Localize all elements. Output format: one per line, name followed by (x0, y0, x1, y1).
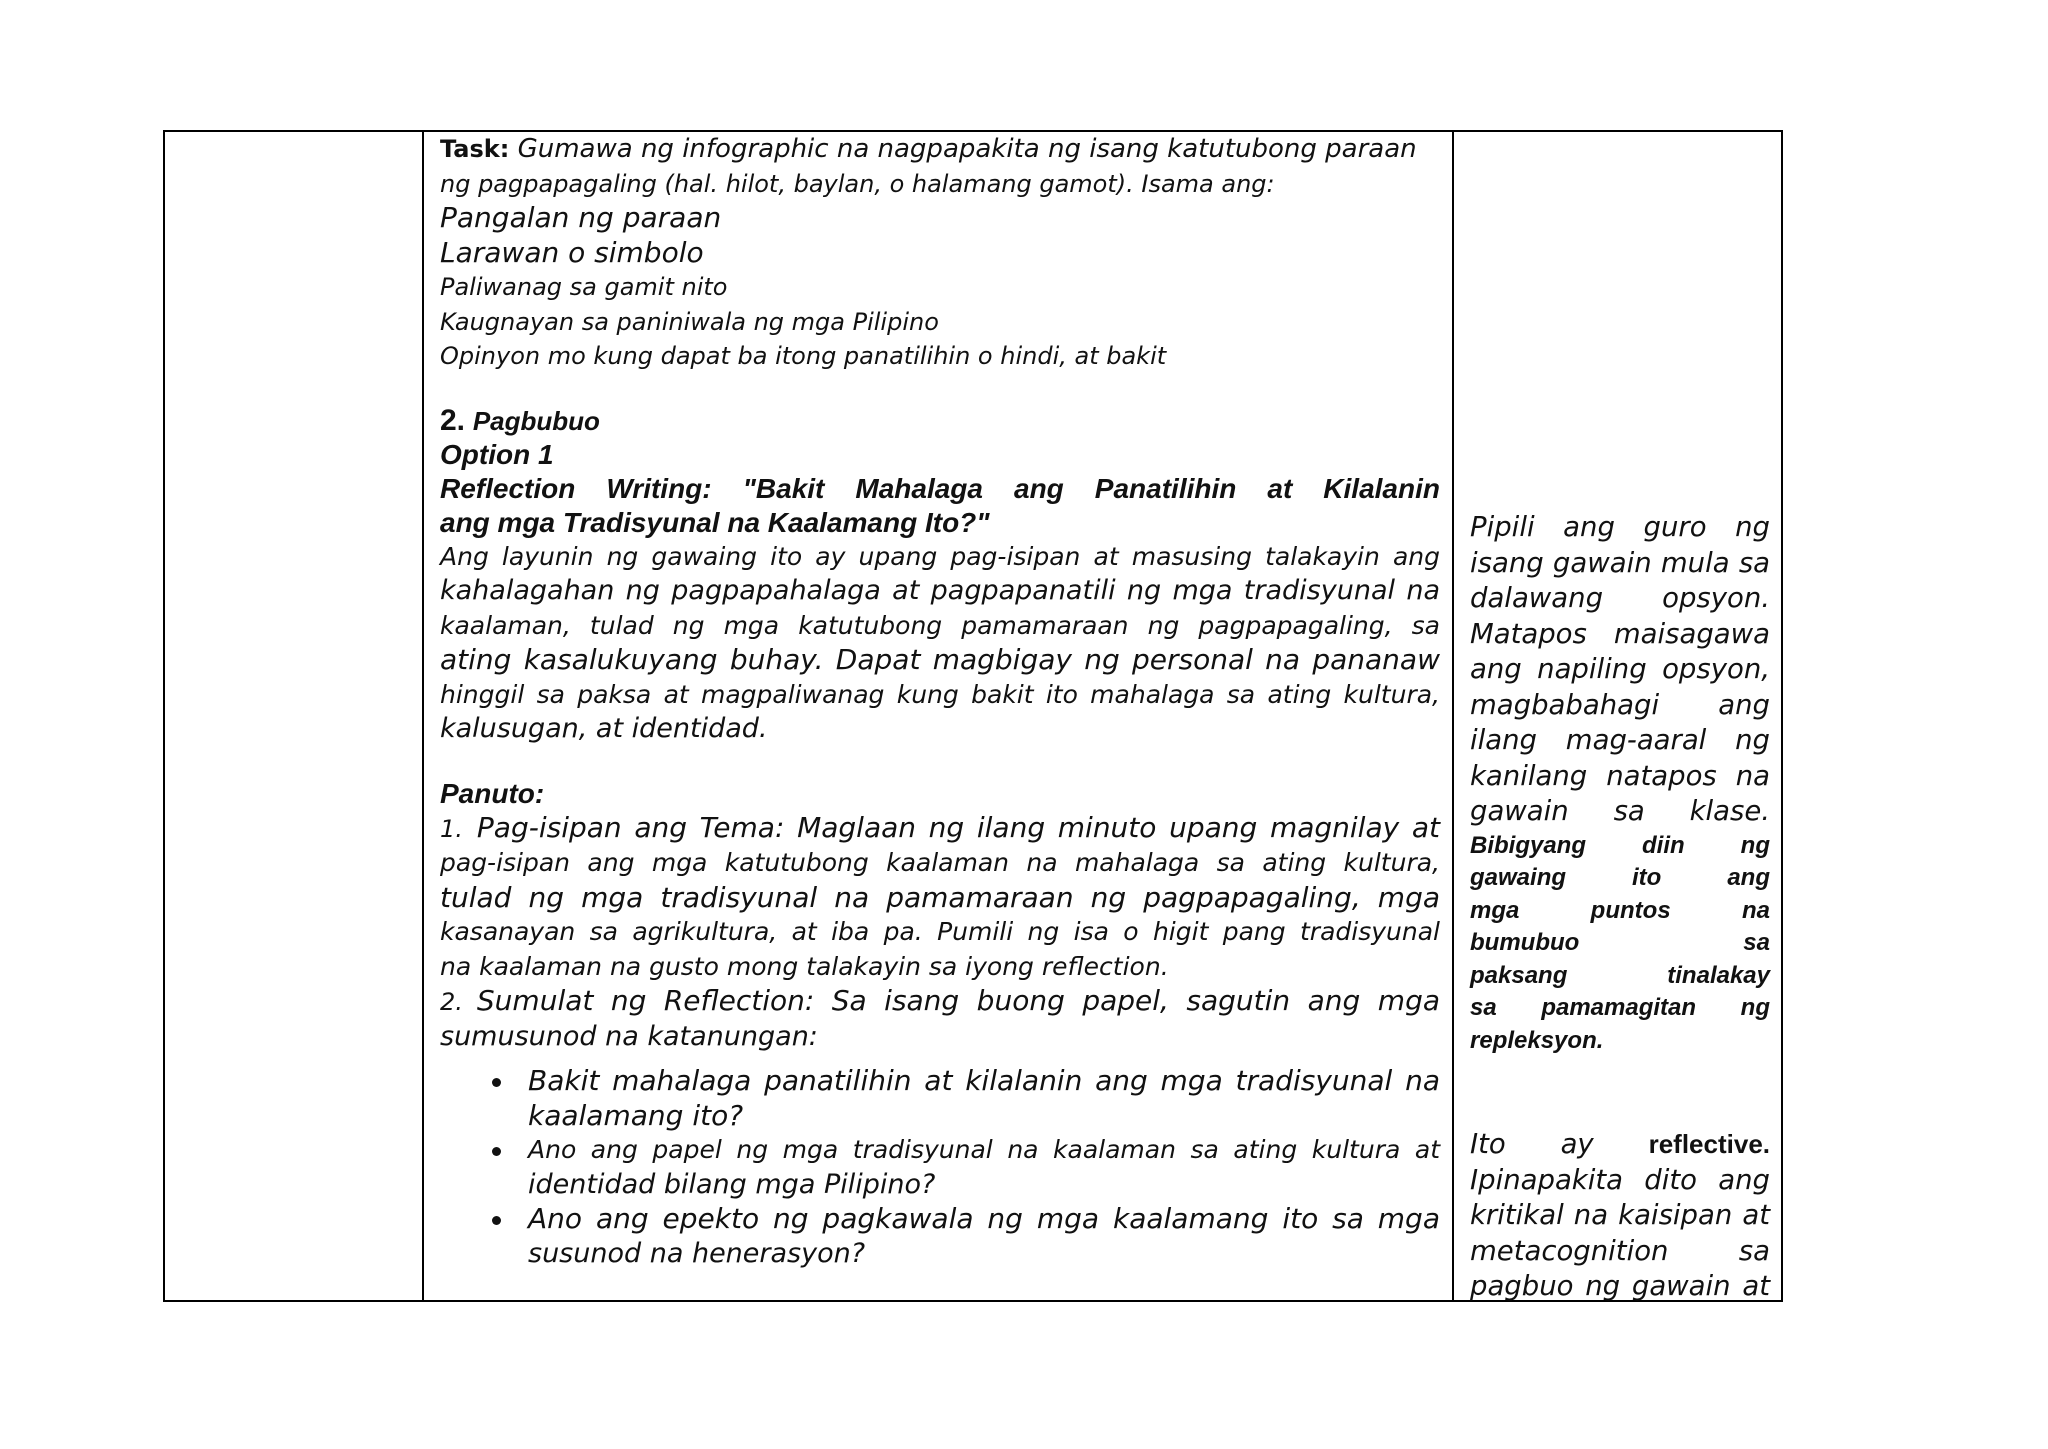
question-list (440, 1064, 1440, 1271)
section-heading: 2. Pagbubuo (440, 403, 600, 437)
list-item: Ano ang papel ng mga tradisyunal na kaalaman sa ating kultura at identidad bilang mga Pilipino? (440, 1133, 1440, 1202)
task-item-2: Larawan o simbolo (440, 235, 704, 269)
notes-emphasis: Bibigyang diin ng gawaing ito ang mga puntos na bumubuo sa paksang tinalakay sa pamamagitan ng repleksyon. (1470, 831, 1770, 1054)
task-line-2: ng pagpapagaling (hal. hilot, baylan, o halamang gamot). Isama ang: (440, 169, 1275, 198)
step-2-line: sumusunod na katanungan: (440, 1020, 818, 1052)
step-1 (440, 811, 1440, 985)
step-2-line: 2. Sumulat ng Reflection: Sa isang buong papel, sagutin ang mga (440, 984, 1440, 1017)
step-1-line: 1. Pag-isipan ang Tema: Maglaan ng ilang minuto upang magnilay at (440, 810, 1440, 844)
intro-line: ating kasalukuyang buhay. Dapat magbigay ng personal na pananaw (440, 643, 1440, 676)
step-2 (440, 984, 1440, 1054)
reflection-title-line-2: ang mga Tradisyunal na Kaalamang Ito?" (440, 506, 990, 538)
column-divider-left (422, 132, 424, 1300)
task-line-1: Task: Gumawa ng infographic na nagpapakita ng isang katutubong paraan (440, 134, 1417, 164)
step-1-line: tulad ng mga tradisyunal na pamamaraan ng pagpapagaling, mga (440, 880, 1440, 914)
step-2-number: 2. (440, 988, 463, 1016)
list-item: Ano ang epekto ng pagkawala ng mga kaalamang ito sa mga susunod na henerasyon? (440, 1202, 1440, 1271)
spacer (440, 374, 1440, 404)
notes-paragraph-1: Pipili ang guro ng isang gawain mula sa dalawang opsyon. Matapos maisagawa ang napiling opsyon, magbabahagi ang ilang mag-aaral ng kanilang natapos na gawain sa klase. (1470, 511, 1770, 827)
task-item-4: Kaugnayan sa paniniwala ng mga Pilipino (440, 307, 939, 336)
intro-line: Ang layunin ng gawaing ito ay upang pag-isipan at masusing talakayin ang (440, 541, 1440, 571)
bullet-icon (492, 1078, 501, 1087)
reflection-title-line-1: Reflection Writing: "Bakit Mahalaga ang Panatilihin at Kilalanin (440, 472, 1440, 504)
panuto-heading: Panuto: (440, 777, 545, 809)
task-item-1: Pangalan ng paraan (440, 201, 722, 234)
reflective-label: reflective. (1648, 1129, 1770, 1159)
lesson-plan-table (163, 130, 1783, 1302)
task-label: Task: (440, 135, 510, 163)
intro-line: kalusugan, at identidad. (440, 713, 768, 744)
column-divider-right (1452, 132, 1454, 1300)
section-number: 2. (440, 403, 466, 437)
step-1-line: kasanayan sa agrikultura, at iba pa. Pumili ng isa o higit pang tradisyunal (440, 917, 1440, 946)
task-item-5: Opinyon mo kung dapat ba itong panatilihin o hindi, at bakit (440, 342, 1167, 370)
notes-paragraph-2: Ito ay reflective. Ipinapakita dito ang kritikal na kaisipan at metacognition sa pagbuo ng gawain at (1470, 1128, 1770, 1302)
intro-line: hinggil sa paksa at magpaliwanag kung bakit ito mahalaga sa ating kultura, (440, 679, 1440, 709)
activity-cell (440, 132, 1440, 1271)
spacer (440, 747, 1440, 777)
step-1-line: pag-isipan ang mga katutubong kaalaman na mahalaga sa ating kultura, (440, 848, 1440, 877)
spacer (1470, 1057, 1770, 1127)
teacher-notes-cell (1470, 510, 1770, 1305)
task-item-3: Paliwanag sa gamit nito (440, 273, 728, 301)
notes-line: Ito ay reflective. (1470, 1128, 1770, 1160)
intro-line: kaalaman, tulad ng mga katutubong pamamaraan ng pagpapagaling, sa (440, 610, 1440, 640)
bullet-icon (492, 1216, 501, 1225)
option-heading: Option 1 (440, 438, 554, 470)
step-1-number: 1. (440, 814, 463, 843)
step-1-line: na kaalaman na gusto mong talakayin sa iyong reflection. (440, 951, 1169, 981)
list-item: Bakit mahalaga panatilihin at kilalanin ang mga tradisyunal na kaalamang ito? (440, 1064, 1440, 1133)
bullet-icon (492, 1147, 501, 1156)
intro-paragraph (440, 540, 1440, 747)
intro-line: kahalagahan ng pagpapahalaga at pagpapanatili ng mga tradisyunal na (440, 575, 1440, 606)
